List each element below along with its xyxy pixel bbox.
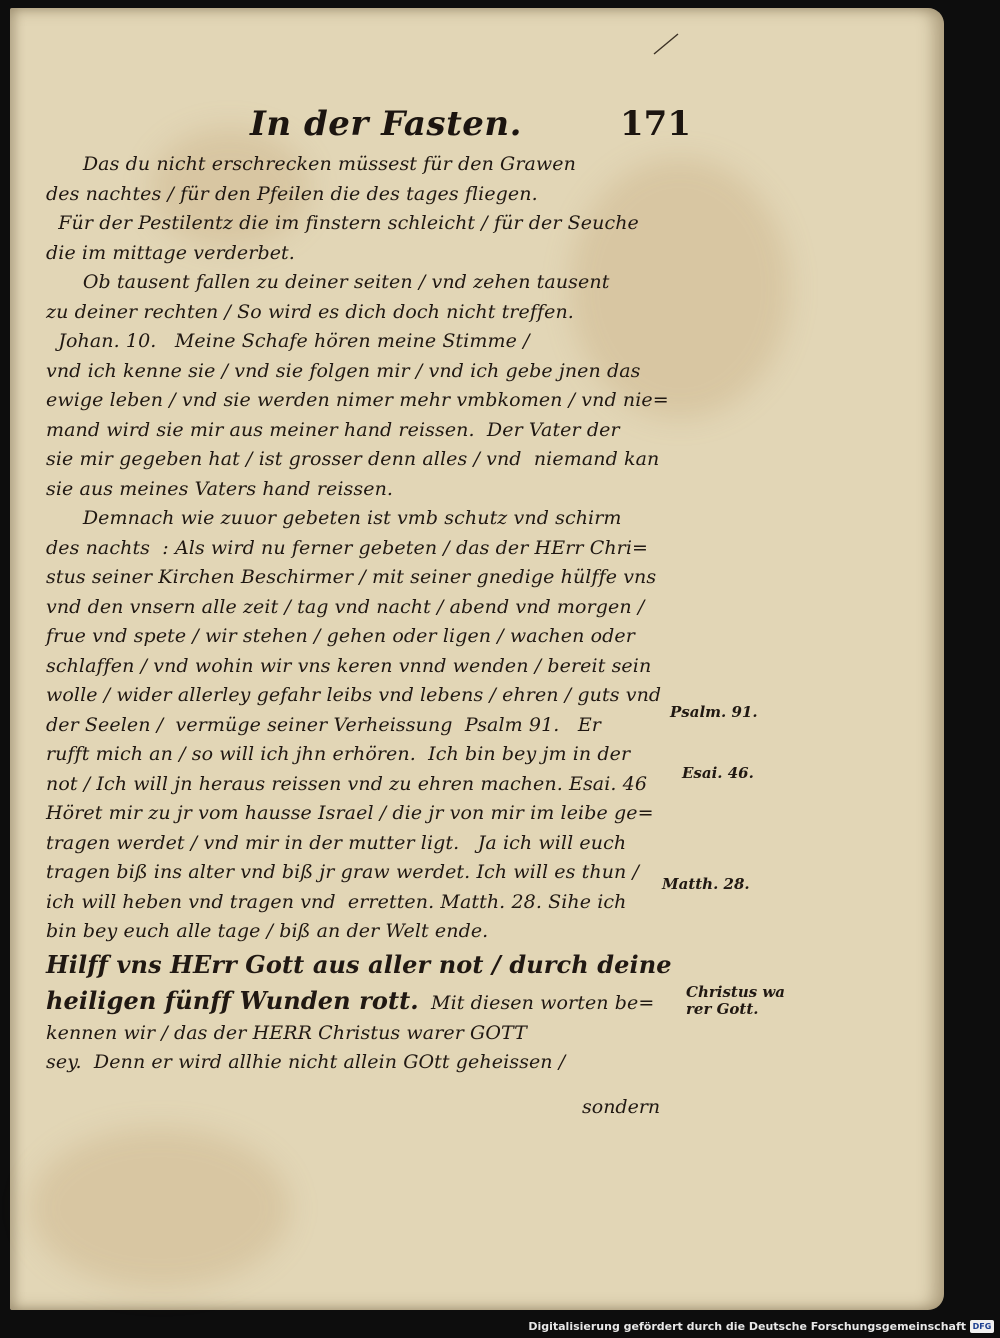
- text-line: der Seelen / vermüge seiner Verheissung Psalm 91. Er: [46, 713, 601, 736]
- margin-note-esai: Esai. 46.: [682, 764, 754, 782]
- page-number: 171: [620, 104, 691, 144]
- text-line: wolle / wider allerley gefahr leibs vnd lebens / ehren / guts vnd: [46, 684, 662, 706]
- dfg-logo: DFG: [970, 1320, 994, 1333]
- text-line: des nachts : Als wird nu ferner gebeten / das der HErr Chri=: [46, 536, 649, 559]
- text-line: die im mittage verderbet.: [46, 241, 295, 264]
- text-line: schlaffen / vnd wohin wir vns keren vnnd wenden / bereit sein: [46, 654, 652, 677]
- running-head: [10, 104, 944, 154]
- body-text: [46, 150, 676, 1078]
- text-line: zu deiner rechten / So wird es dich doch nicht treffen.: [46, 300, 574, 323]
- footer-credit: Digitalisierung gefördert durch die Deutsche Forschungsgemeinschaft: [528, 1320, 966, 1333]
- text-line: des nachtes / für den Pfeilen die des tages fliegen.: [46, 182, 538, 205]
- text-line: mand wird sie mir aus meiner hand reissen. Der Vater der: [46, 418, 620, 441]
- catchword: sondern: [582, 1096, 661, 1118]
- text-line: bin bey euch alle tage / biß an der Welt ende.: [46, 920, 489, 942]
- margin-note-line: rer Gott.: [686, 1000, 759, 1018]
- margin-note-line: Christus wa: [686, 983, 786, 1001]
- text-line: sie mir gegeben hat / ist grosser denn alles / vnd niemand kan: [46, 448, 660, 470]
- text-line: stus seiner Kirchen Beschirmer / mit seiner gnedige hülffe vns: [46, 566, 657, 588]
- text-line: Demnach wie zuuor gebeten ist vmb schutz vnd schirm: [46, 507, 622, 529]
- water-stain: [30, 1128, 290, 1288]
- verse-tail: Mit diesen worten be=: [418, 991, 655, 1014]
- text-line: vnd den vnsern alle zeit / tag vnd nacht / abend vnd morgen /: [46, 595, 645, 618]
- verse-line: [46, 983, 676, 1019]
- text-line: vnd ich kenne sie / vnd sie folgen mir / vnd ich gebe jnen das: [46, 359, 641, 382]
- running-head-title: In der Fasten.: [250, 104, 522, 144]
- text-line: not / Ich will jn heraus reissen vnd zu ehren machen. Esai. 46: [46, 772, 648, 795]
- text-line: Höret mir zu jr vom hausse Israel / die jr von mir im leibe ge=: [46, 802, 654, 824]
- pencil-mark-icon: [650, 30, 682, 58]
- text-line: Ob tausent fallen zu deiner seiten / vnd zehen tausent: [46, 271, 610, 293]
- verse-line-text: heiligen fünff Wunden rott.: [46, 985, 419, 1015]
- text-line: frue vnd spete / wir stehen / gehen oder ligen / wachen oder: [46, 625, 635, 647]
- text-line: rufft mich an / so will ich jhn erhören. Ich bin bey jm in der: [46, 743, 631, 765]
- text-line: kennen wir / das der HERR Christus warer GOTT: [46, 1021, 527, 1044]
- footer-bar: [0, 1318, 1000, 1338]
- text-line: ich will heben vnd tragen vnd erretten. Matth. 28. Sihe ich: [46, 890, 627, 913]
- margin-note-matth: Matth. 28.: [662, 875, 750, 893]
- text-line: Das du nicht erschrecken müssest für den Grawen: [46, 153, 576, 175]
- text-line: ewige leben / vnd sie werden nimer mehr vmbkomen / vnd nie=: [46, 389, 669, 411]
- text-line: Für der Pestilentz die im finstern schleicht / für der Seuche: [46, 212, 639, 234]
- text-line: sey. Denn er wird allhie nicht allein GOtt geheissen /: [46, 1051, 566, 1073]
- verse-line: Hilff vns HErr Gott aus aller not / durch deine: [46, 949, 672, 979]
- text-line: sie aus meines Vaters hand reissen.: [46, 477, 394, 500]
- text-line: tragen biß ins alter vnd biß jr graw werdet. Ich will es thun /: [46, 861, 640, 883]
- text-line: Johan. 10. Meine Schafe hören meine Stimme /: [46, 330, 530, 352]
- text-line: tragen werdet / vnd mir in der mutter ligt. Ja ich will euch: [46, 831, 627, 854]
- book-page: [10, 8, 944, 1310]
- margin-note-christus: [686, 984, 785, 1018]
- margin-note-psalm: Psalm. 91.: [670, 703, 758, 721]
